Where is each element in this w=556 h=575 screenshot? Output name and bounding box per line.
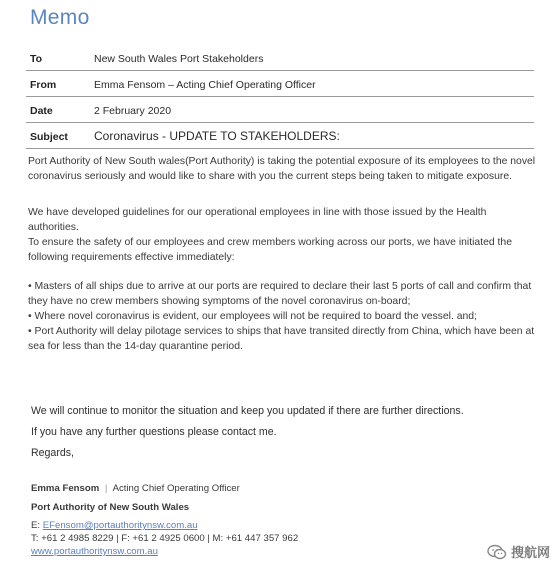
signature-email-link[interactable]: EFensom@portauthoritynsw.com.au (42, 520, 198, 531)
requirement-item: • Masters of all ships due to arrive at our ports are required to declare their last 5 ports of call and confirm that they have no crew members showing symptoms of the novel coronavirus on-board; (28, 281, 532, 307)
wechat-icon (487, 544, 507, 560)
signature-email-line (31, 520, 536, 531)
requirements-list (28, 279, 538, 354)
body-paragraph-1: Port Authority of New South wales(Port Authority) is taking the potential exposure of its employees to the novel coronavirus seriously and would like to share with you the current steps being taken to mitigate exposure. (28, 156, 536, 182)
header-label-from: From (30, 79, 57, 91)
watermark-text: 搜航网 (510, 545, 550, 560)
header-row-to (26, 45, 534, 71)
signature-name-line (31, 483, 536, 494)
signature-title: Acting Chief Operating Officer (112, 483, 240, 494)
signature-website[interactable] (31, 546, 536, 557)
signature-organization: Port Authority of New South Wales (31, 502, 190, 513)
memo-header-table (26, 45, 534, 149)
header-value-to: New South Wales Port Stakeholders (94, 53, 264, 65)
header-value-from: Emma Fensom – Acting Chief Operating Officer (94, 79, 316, 91)
closing-regards: Regards, (31, 447, 74, 459)
closing-line-contact: If you have any further questions please contact me. (31, 426, 277, 438)
header-label-to: To (30, 53, 43, 65)
signature-name: Emma Fensom (31, 483, 100, 494)
signature-phone-line: T: +61 2 4985 8229 | F: +61 2 4925 0600 | M: +61 447 357 962 (31, 533, 299, 544)
closing-line-monitor: We will continue to monitor the situation and keep you updated if there are further directions. (31, 405, 464, 417)
header-value-date: 2 February 2020 (94, 105, 172, 117)
header-row-date (26, 97, 534, 123)
signature-separator: | (104, 483, 108, 494)
signature-website-link[interactable]: www.portauthoritynsw.com.au (31, 546, 158, 557)
header-value-subject: Coronavirus - UPDATE TO STAKEHOLDERS: (94, 129, 340, 143)
header-label-subject: Subject (30, 131, 68, 143)
requirement-item: • Where novel coronavirus is evident, our employees will not be required to board the vessel. and; (28, 311, 477, 322)
body-paragraph-2: We have developed guidelines for our operational employees in line with those issued by the Health authorities. (28, 207, 487, 233)
requirement-item: • Port Authority will delay pilotage services to ships that have transited directly from China, which have been at sea for less than the 14-day quarantine period. (28, 326, 535, 352)
body-paragraph-3: To ensure the safety of our employees and crew members working across our ports, we have initiated the following requirements effective immediately: (28, 237, 512, 263)
memo-title: Memo (30, 6, 90, 29)
signature-email-label: E: (31, 520, 41, 531)
header-label-date: Date (30, 105, 53, 117)
watermark (487, 542, 550, 561)
header-row-subject (26, 123, 534, 149)
header-row-from (26, 71, 534, 97)
